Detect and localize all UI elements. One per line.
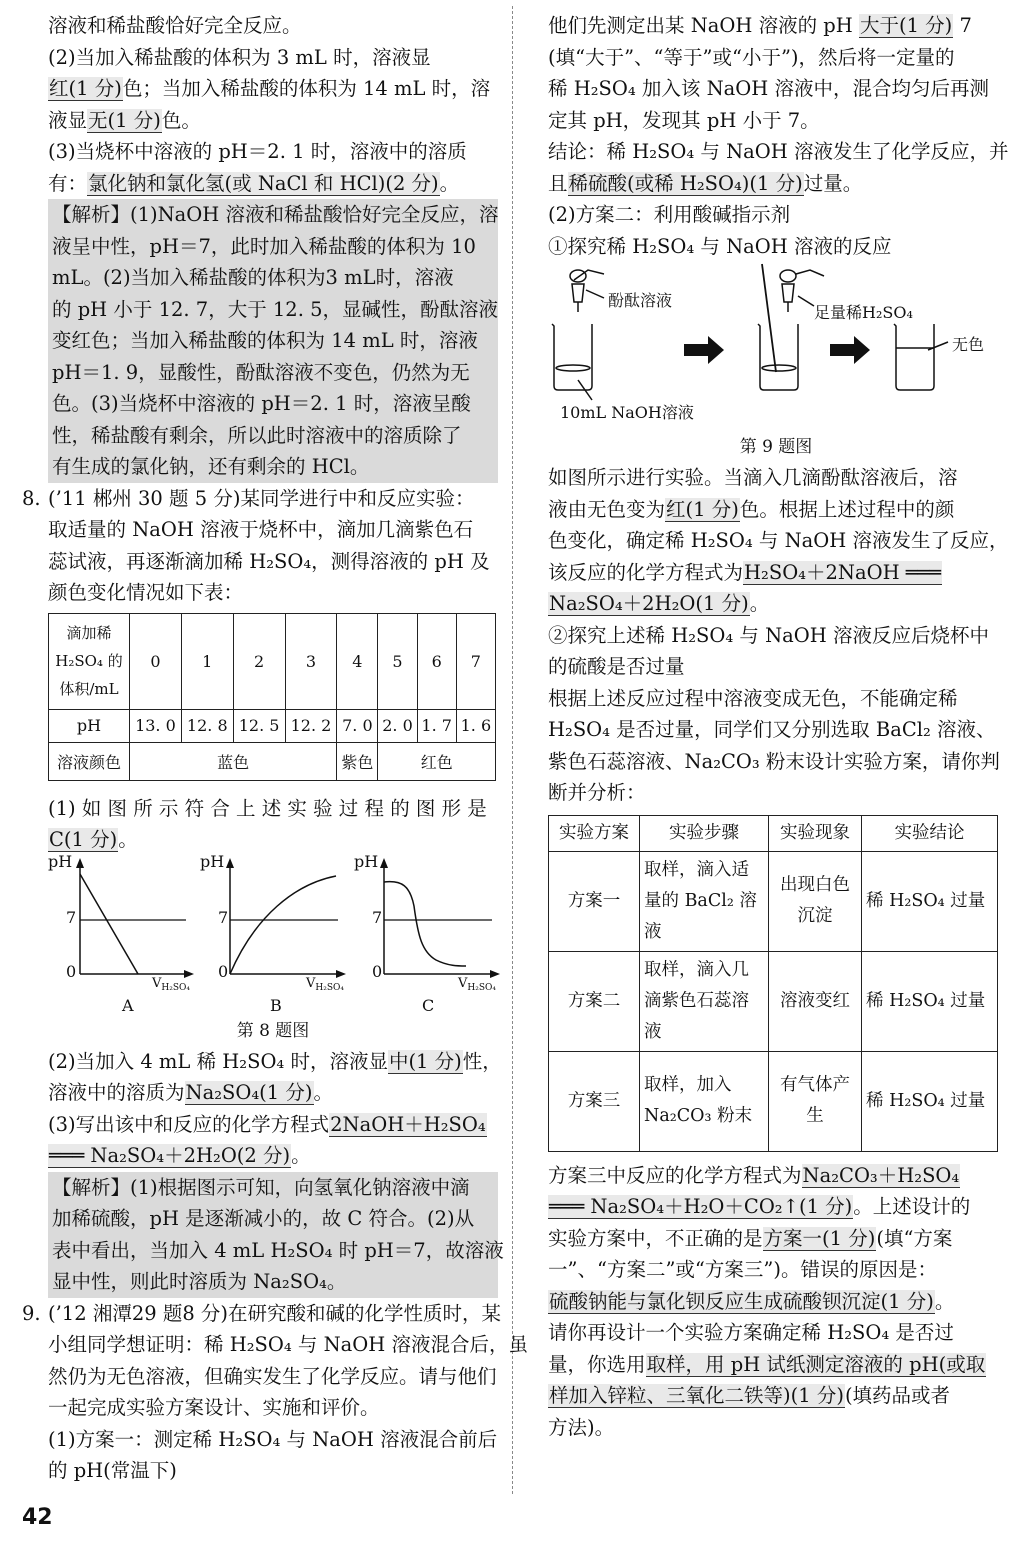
answer: 氯化钠和氯化氢(或 NaCl 和 HCl)(2 分) (88, 171, 439, 195)
y-axis-label: pH (354, 851, 379, 871)
text-line: 一”、“方案二”或“方案三”)。错误的原因是： (548, 1258, 937, 1281)
table-cell: 稀 H₂SO₄ 过量 (862, 851, 998, 951)
q8-part2: 溶液中的溶质为Na₂SO₄(1 分)。 (48, 1081, 334, 1104)
analysis-line: 性，稀盐酸有剩余，所以此时溶液中的溶质除了 (52, 423, 462, 447)
text-line: (2)方案二：利用酸碱指示剂 (548, 203, 791, 226)
q8-part1: (1) 如 图 所 示 符 合 上 述 实 验 过 程 的 图 形 是 (48, 796, 487, 820)
q9-stem: (1)方案一：测定稀 H₂SO₄ 与 NaOH 溶液混合前后 (48, 1427, 498, 1451)
text-line: 根据上述反应过程中溶液变成无色，不能确定稀 (548, 686, 958, 710)
answer: 2NaOH＋H₂SO₄ (330, 1112, 486, 1136)
answer: 方案一(1 分) (763, 1226, 876, 1250)
analysis-line: 显中性，则此时溶质为 Na₂SO₄。 (52, 1270, 347, 1293)
table-cell: 1. 6 (456, 709, 495, 742)
column-divider (512, 6, 513, 1494)
answer: 硫酸钠能与氯化钡反应生成硫酸钡沉淀(1 分) (549, 1289, 934, 1313)
text-line: 的硫酸是否过量 (548, 655, 685, 678)
table-cell: 取样，滴入适量的 BaCl₂ 溶液 (640, 851, 769, 951)
table-cell: 4 (337, 613, 378, 709)
analysis-line: 液呈中性，pH＝7，此时加入稀盐酸的体积为 10 (52, 234, 476, 258)
text-line: 实验方案中，不正确的是方案一(1 分)(填“方案 (548, 1226, 953, 1250)
answer: Na₂SO₄(1 分) (185, 1081, 313, 1104)
experiment-table (548, 815, 998, 1152)
table-header: 实验步骤 (640, 815, 769, 851)
analysis-q7 (48, 199, 498, 483)
answer: 红(1 分) (49, 77, 122, 100)
answer: ═══ Na₂SO₄＋H₂O＋CO₂↑(1 分) (549, 1195, 853, 1218)
table-cell: pH (49, 709, 130, 742)
table-cell: 0 (130, 613, 182, 709)
q8-stem: 取适量的 NaOH 溶液于烧杯中，滴加几滴紫色石 (48, 518, 474, 541)
q8-part3: (3)写出该中和反应的化学方程式2NaOH＋H₂SO₄ (48, 1112, 486, 1136)
text-line: ②探究上述稀 H₂SO₄ 与 NaOH 溶液反应后烧杯中 (548, 623, 989, 647)
table-cell: 方案一 (549, 851, 640, 951)
text-line: 断并分析： (548, 781, 646, 804)
ph-table (48, 613, 496, 781)
table-cell: 稀 H₂SO₄ 过量 (862, 951, 998, 1051)
table-cell: 7. 0 (337, 709, 378, 742)
tick-label: 7 (66, 907, 77, 927)
ph-graphs (48, 856, 508, 1016)
label-colorless: 无色 (952, 335, 985, 354)
table-cell: 12. 2 (285, 709, 337, 742)
q7-part2-line: 液显无(1 分)色。 (48, 108, 201, 132)
analysis-line: 【解析】(1)根据图示可知，向氢氧化钠溶液中滴 (52, 1175, 470, 1199)
table-cell: 红色 (378, 742, 496, 780)
answer: 取样，用 pH 试纸测定溶液的 pH(或取 (646, 1352, 986, 1376)
answer: Na₂SO₄＋2H₂O(1 分) (549, 592, 749, 615)
table-cell: 1 (181, 613, 233, 709)
table-cell: 方案三 (549, 1051, 640, 1151)
q9-stem: 小组同学想证明：稀 H₂SO₄ 与 NaOH 溶液混合后，虽 (48, 1333, 528, 1356)
answer: Na₂CO₃＋H₂SO₄ (802, 1163, 960, 1187)
analysis-line: 表中看出，当加入 4 mL H₂SO₄ 时 pH＝7，故溶液 (52, 1238, 504, 1262)
answer: ═══ Na₂SO₄＋2H₂O(2 分) (49, 1144, 291, 1167)
answer: H₂SO₄＋2NaOH ═══ (744, 560, 942, 584)
x-axis-label: $V_{H_2SO_4}$ (458, 975, 496, 993)
graph-b (226, 858, 346, 978)
q8-stem: 颜色变化情况如下表： (48, 581, 244, 604)
table-cell: 溶液颜色 (49, 742, 130, 780)
tick-label: 0 (218, 961, 229, 981)
tick-label: 7 (218, 907, 229, 927)
q9-stem: 一起完成实验方案设计、实施和评价。 (48, 1396, 380, 1419)
answer: 中(1 分) (388, 1049, 462, 1073)
q8-stem: 8. (’11 郴州 30 题 5 分)某同学进行中和反应实验： (22, 483, 498, 515)
text-line: ═══ Na₂SO₄＋H₂O＋CO₂↑(1 分)。上述设计的 (549, 1195, 971, 1218)
table-cell: 2. 0 (378, 709, 417, 742)
graph-label: A (122, 995, 134, 1015)
label-naoh: 10mL NaOH溶液 (560, 403, 694, 422)
table-header: 实验现象 (769, 815, 862, 851)
text-line: 样加入锌粒、三氧化二铁等)(1 分)(填药品或者 (549, 1384, 951, 1407)
q7-part3-line: (3)当烧杯中溶液的 pH＝2. 1 时，溶液中的溶质 (48, 140, 467, 163)
table-cell: 溶液变红 (769, 951, 862, 1051)
text-line: 溶液和稀盐酸恰好完全反应。 (48, 14, 302, 37)
text-line: 定其 pH，发现其 pH 小于 7。 (548, 108, 820, 132)
page-number: 42 (22, 1505, 53, 1530)
answer: 样加入锌粒、三氧化二铁等)(1 分) (549, 1384, 844, 1407)
text-line: 液由无色变为红(1 分)色。根据上述过程中的颜 (548, 497, 955, 521)
table-cell: 7 (456, 613, 495, 709)
q8-part1: C(1 分)。 (49, 828, 138, 851)
analysis-line: mL。(2)当加入稀盐酸的体积为3 mL时，溶液 (52, 266, 454, 289)
tick-label: 0 (372, 961, 383, 981)
y-axis-label: pH (200, 851, 225, 871)
table-cell: 方案二 (549, 951, 640, 1051)
text-line: 如图所示进行实验。当滴入几滴酚酞溶液后，溶 (548, 466, 958, 489)
graph-c (380, 858, 500, 978)
analysis-line: 加稀硫酸，pH 是逐渐减小的，故 C 符合。(2)从 (52, 1207, 475, 1230)
question-number: 8. (22, 486, 41, 510)
table-cell: 6 (417, 613, 456, 709)
text-line: ①探究稀 H₂SO₄ 与 NaOH 溶液的反应 (548, 234, 892, 258)
table-header: 实验结论 (862, 815, 998, 851)
q9-stem: 然仍为无色溶液，但确实发生了化学反应。请与他们 (48, 1364, 497, 1388)
q8-part3: ═══ Na₂SO₄＋2H₂O(2 分)。 (49, 1144, 311, 1167)
analysis-line: pH＝1. 9，显酸性，酚酞溶液不变色，仍然为无 (52, 360, 470, 384)
analysis-line: 的 pH 小于 12. 7，大于 12. 5，显碱性，酚酞溶液 (52, 297, 499, 321)
tick-label: 0 (66, 961, 77, 981)
table-cell: 1. 7 (417, 709, 456, 742)
analysis-line: 有生成的氯化钠，还有剩余的 HCl。 (52, 455, 370, 478)
text-line: 紫色石蕊溶液、Na₂CO₃ 粉末设计实验方案，请你判 (548, 749, 1000, 773)
text-line: 该反应的化学方程式为H₂SO₄＋2NaOH ═══ (548, 560, 942, 584)
table-cell: 取样，加入 Na₂CO₃ 粉末 (640, 1051, 769, 1151)
text-line: 硫酸钠能与氯化钡反应生成硫酸钡沉淀(1 分)。 (549, 1289, 955, 1313)
q7-part2-line: 红(1 分)色；当加入稀盐酸的体积为 14 mL 时，溶 (49, 77, 491, 100)
table-header: 实验方案 (549, 815, 640, 851)
table-cell: 出现白色沉淀 (769, 851, 862, 951)
table-header: 滴加稀 H₂SO₄ 的 体积/mL (49, 613, 130, 709)
text-line: 方法)。 (548, 1415, 615, 1439)
table-cell: 蓝色 (130, 742, 337, 780)
figure-8-graphs (48, 851, 498, 1016)
text-line: 且稀硫酸(或稀 H₂SO₄)(1 分)过量。 (548, 171, 863, 195)
graph-label: B (270, 995, 282, 1015)
q7-part2-line: (2)当加入稀盐酸的体积为 3 mL 时，溶液显 (48, 45, 431, 69)
figure-caption: 第 9 题图 (739, 437, 813, 457)
q9-stem: 9. (’12 湘潭29 题8 分)在研究酸和碱的化学性质时，某 (22, 1298, 498, 1330)
analysis-q8 (48, 1172, 504, 1298)
left-column (22, 10, 528, 1487)
text-line: 结论：稀 H₂SO₄ 与 NaOH 溶液发生了化学反应，并 (548, 140, 1009, 163)
label-phenolphthalein: 酚酞溶液 (608, 291, 673, 310)
table-cell: 取样，滴入几滴紫色石蕊溶液 (640, 951, 769, 1051)
figure-caption: 第 8 题图 (236, 1020, 310, 1041)
text-line: 请你再设计一个实验方案确定稀 H₂SO₄ 是否过 (548, 1321, 954, 1344)
text-line: 量，你选用取样，用 pH 试纸测定溶液的 pH(或取 (548, 1352, 986, 1376)
table-cell: 2 (233, 613, 285, 709)
right-column (548, 10, 1009, 1443)
table-cell: 紫色 (337, 742, 378, 780)
text-line: 色变化，确定稀 H₂SO₄ 与 NaOH 溶液发生了反应， (548, 529, 1009, 552)
answer: 红(1 分) (666, 497, 739, 521)
answer: 大于(1 分) (859, 14, 953, 37)
table-cell: 12. 8 (181, 709, 233, 742)
q9-stem: 的 pH(常温下) (48, 1459, 177, 1482)
text-line: 他们先测定出某 NaOH 溶液的 pH 大于(1 分) 7 (548, 14, 972, 37)
y-axis-label: pH (48, 851, 73, 871)
table-cell: 5 (378, 613, 417, 709)
table-cell: 3 (285, 613, 337, 709)
label-acid: 足量稀H₂SO₄ (814, 303, 913, 322)
q8-stem: 蕊试液，再逐渐滴加稀 H₂SO₄，测得溶液的 pH 及 (48, 549, 490, 573)
x-axis-label: $V_{H_2SO_4}$ (152, 975, 190, 993)
analysis-line: 【解析】(1)NaOH 溶液和稀盐酸恰好完全反应，溶 (52, 203, 499, 226)
figure-9 (548, 262, 1004, 432)
answer: 稀硫酸(或稀 H₂SO₄)(1 分) (568, 171, 803, 195)
text-line: (填“大于”、“等于”或“小于”)，然后将一定量的 (548, 45, 955, 69)
text-line: 稀 H₂SO₄ 加入该 NaOH 溶液中，混合均匀后再测 (548, 77, 989, 100)
table-cell: 有气体产生 (769, 1051, 862, 1151)
q7-part3-line: 有：氯化钠和氯化氢(或 NaCl 和 HCl)(2 分)。 (48, 171, 460, 195)
text-line: 方案三中反应的化学方程式为Na₂CO₃＋H₂SO₄ (548, 1163, 960, 1187)
tick-label: 7 (372, 907, 383, 927)
analysis-line: 色。(3)当烧杯中溶液的 pH＝2. 1 时，溶液呈酸 (52, 392, 471, 415)
q8-part2: (2)当加入 4 mL 稀 H₂SO₄ 时，溶液显中(1 分)性， (48, 1049, 502, 1073)
text-line: Na₂SO₄＋2H₂O(1 分)。 (549, 592, 770, 615)
text-line: H₂SO₄ 是否过量，同学们又分别选取 BaCl₂ 溶液、 (548, 718, 996, 741)
answer: 无(1 分) (88, 108, 161, 132)
table-cell: 稀 H₂SO₄ 过量 (862, 1051, 998, 1151)
table-cell: 12. 5 (233, 709, 285, 742)
graph-label: C (422, 995, 435, 1015)
question-number: 9. (22, 1301, 41, 1325)
table-cell: 13. 0 (130, 709, 182, 742)
graph-a (76, 858, 194, 978)
analysis-line: 变红色；当加入稀盐酸的体积为 14 mL 时，溶液 (52, 329, 478, 352)
answer: C(1 分) (49, 828, 118, 851)
x-axis-label: $V_{H_2SO_4}$ (306, 975, 344, 993)
